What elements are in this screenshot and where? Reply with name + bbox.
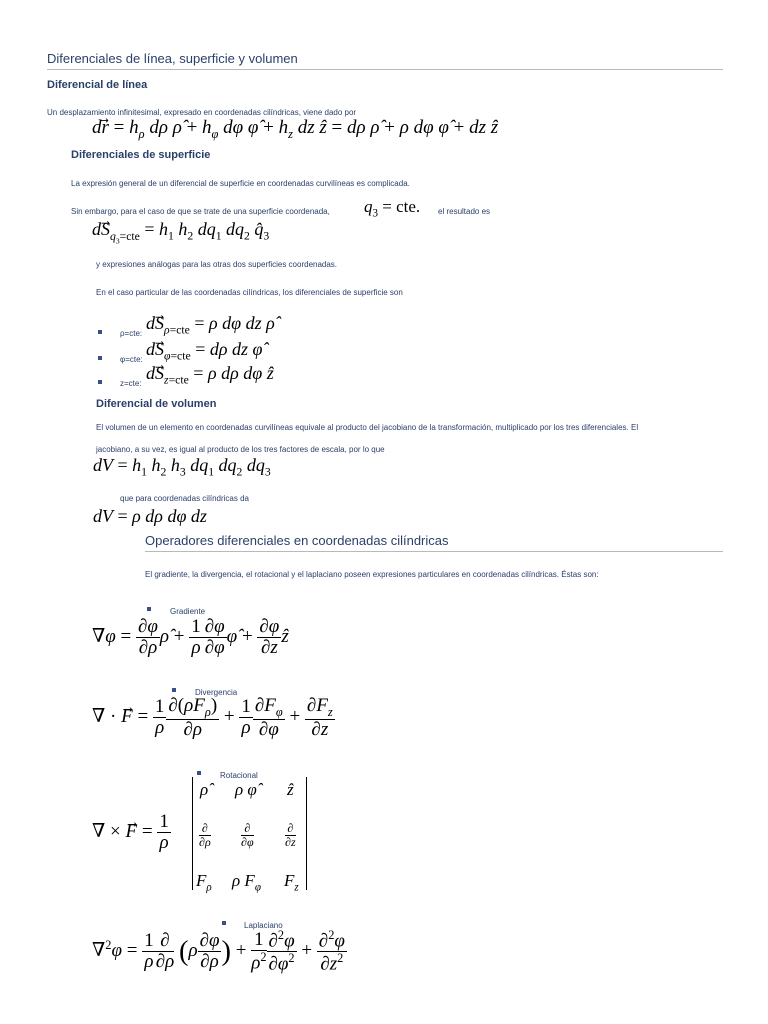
surface-differential-formula: $dS_{q_3=cte} = h_1$ $h_2$ $dq_1$ $dq_2$ $q̂_3$	[92, 219, 270, 245]
det-cell: ρ $F_\varphi$	[232, 871, 261, 894]
volume-text-1: El volumen de un elemento en coordenadas curvilíneas equivale al producto del jacobiano de la transformación, multiplicado por los tres diferenciales. El	[96, 423, 639, 432]
surface-text-2b: el resultado es	[438, 207, 491, 216]
surface-item-phi-formula: $dS_{\varphi=cte} = d\rho$ dz φ̂	[146, 339, 263, 363]
det-cell: ρ̂	[200, 780, 209, 799]
divergence-formula: ∇ · F⃗ = $\frac{1}{\rho}$ $\frac{\partial(\rho F_\rho)}{\partial\rho}$ + $\frac{1}{\rho}$ $\frac{\partial F_\varphi}{\partial\varphi}$ + $\frac{\partial F_z}{\partial z}$	[92, 695, 333, 740]
surface-item-label-phi: φ=cte:	[120, 355, 143, 364]
surface-heading: Diferenciales de superficie	[71, 149, 211, 161]
det-cell: $F_z$	[284, 871, 299, 894]
bullet-icon	[172, 688, 176, 692]
line-differential-formula: dr⃗ = $h_\rho$ dρ ρ̂ + $h_\varphi$ dφ φ̂ + $h_z$ dz ẑ = dρ ρ̂ + ρ dφ φ̂ + dz ẑ	[92, 117, 499, 141]
operators-title: Operadores diferenciales en coordenadas cilíndricas	[145, 533, 449, 548]
op-label-divergence: Divergencia	[195, 688, 238, 697]
bullet-icon	[98, 330, 102, 334]
determinant-right-bar	[306, 777, 307, 890]
det-cell: $F_\rho$	[196, 871, 212, 894]
op-label-laplacian: Laplaciano	[244, 921, 283, 930]
surface-item-label-rho: ρ=cte:	[120, 329, 143, 338]
surface-item-rho-formula: $dS_{\rho=cte} = \rho$ dφ dz ρ̂	[146, 313, 275, 337]
volume-heading: Diferencial de volumen	[96, 398, 217, 410]
laplacian-formula: ∇$^2$φ = $\frac{1}{\rho}$ $\frac{\partial}{\partial\rho}$ (ρ $\frac{\partial\varphi}{\partial\rho}$ ) + $\frac{1}{\rho^2}$ $\frac{\partial^2\varphi}{\partial\varphi^2}$ + $\frac{\partial^2\varphi}{\partial z^2}$	[92, 928, 345, 975]
curl-formula-lhs: ∇ × F⃗ = $\frac{1}{\rho}$	[92, 811, 169, 853]
det-cell: ẑ	[287, 780, 294, 799]
op-label-gradient: Gradiente	[170, 607, 206, 616]
surface-item-label-z: z=cte:	[120, 379, 142, 388]
surface-text-1: La expresión general de un diferencial de superficie en coordenadas curvilíneas es complicada.	[71, 179, 410, 188]
volume-text-2: jacobiano, a su vez, es igual al producto de los tres factores de escala, por lo que	[96, 445, 385, 454]
determinant-left-bar	[192, 777, 193, 890]
bullet-icon	[147, 607, 151, 611]
line-heading: Diferencial de línea	[47, 79, 148, 91]
operators-divider	[145, 551, 723, 552]
bullet-icon	[222, 921, 226, 925]
volume-text-3: que para coordenadas cilíndricas da	[120, 494, 249, 503]
title-divider	[47, 69, 723, 70]
det-cell: $\frac{\partial}{\partial\rho}$	[199, 821, 211, 849]
det-cell: ρ φ̂	[235, 780, 257, 799]
surface-text-3: y expresiones análogas para las otras dos superficies coordenadas.	[96, 260, 338, 269]
gradient-formula: ∇φ = $\frac{\partial\varphi}{\partial\rho}$ ρ̂ + $\frac{1}{\rho}$ $\frac{\partial\varphi}{\partial\varphi}$ φ̂ + $\frac{\partial\varphi}{\partial z}$ ẑ	[92, 616, 289, 658]
operators-text: El gradiente, la divergencia, el rotacional y el laplaciano poseen expresiones particulares en coordenadas cilíndricas. Éstas son:	[145, 570, 599, 579]
bullet-icon	[98, 380, 102, 384]
surface-item-z-formula: $dS_{z=cte} = \rho$ dρ dφ ẑ	[146, 363, 274, 387]
page-title: Diferenciales de línea, superficie y volumen	[47, 51, 298, 66]
volume-general-formula: dV = $h_1$ $h_2$ $h_3$ $dq_1$ $dq_2$ $dq_3$	[93, 455, 271, 479]
bullet-icon	[197, 771, 201, 775]
bullet-icon	[98, 356, 102, 360]
det-cell: $\frac{\partial}{\partial\varphi}$	[241, 821, 254, 849]
q3-cte-formula: $q_3$ = cte.	[364, 197, 421, 220]
volume-cylindrical-formula: dV = ρ dρ dφ dz	[93, 506, 207, 526]
surface-text-2a: Sin embargo, para el caso de que se trate de una superficie coordenada,	[71, 207, 330, 216]
det-cell: $\frac{\partial}{\partial z}$	[285, 821, 296, 849]
surface-text-4: En el caso particular de las coordenadas cilíndricas, los diferenciales de superficie son	[96, 288, 403, 297]
op-label-curl: Rotacional	[220, 771, 258, 780]
line-text: Un desplazamiento infinitesimal, expresado en coordenadas cilíndricas, viene dado por	[47, 108, 357, 117]
